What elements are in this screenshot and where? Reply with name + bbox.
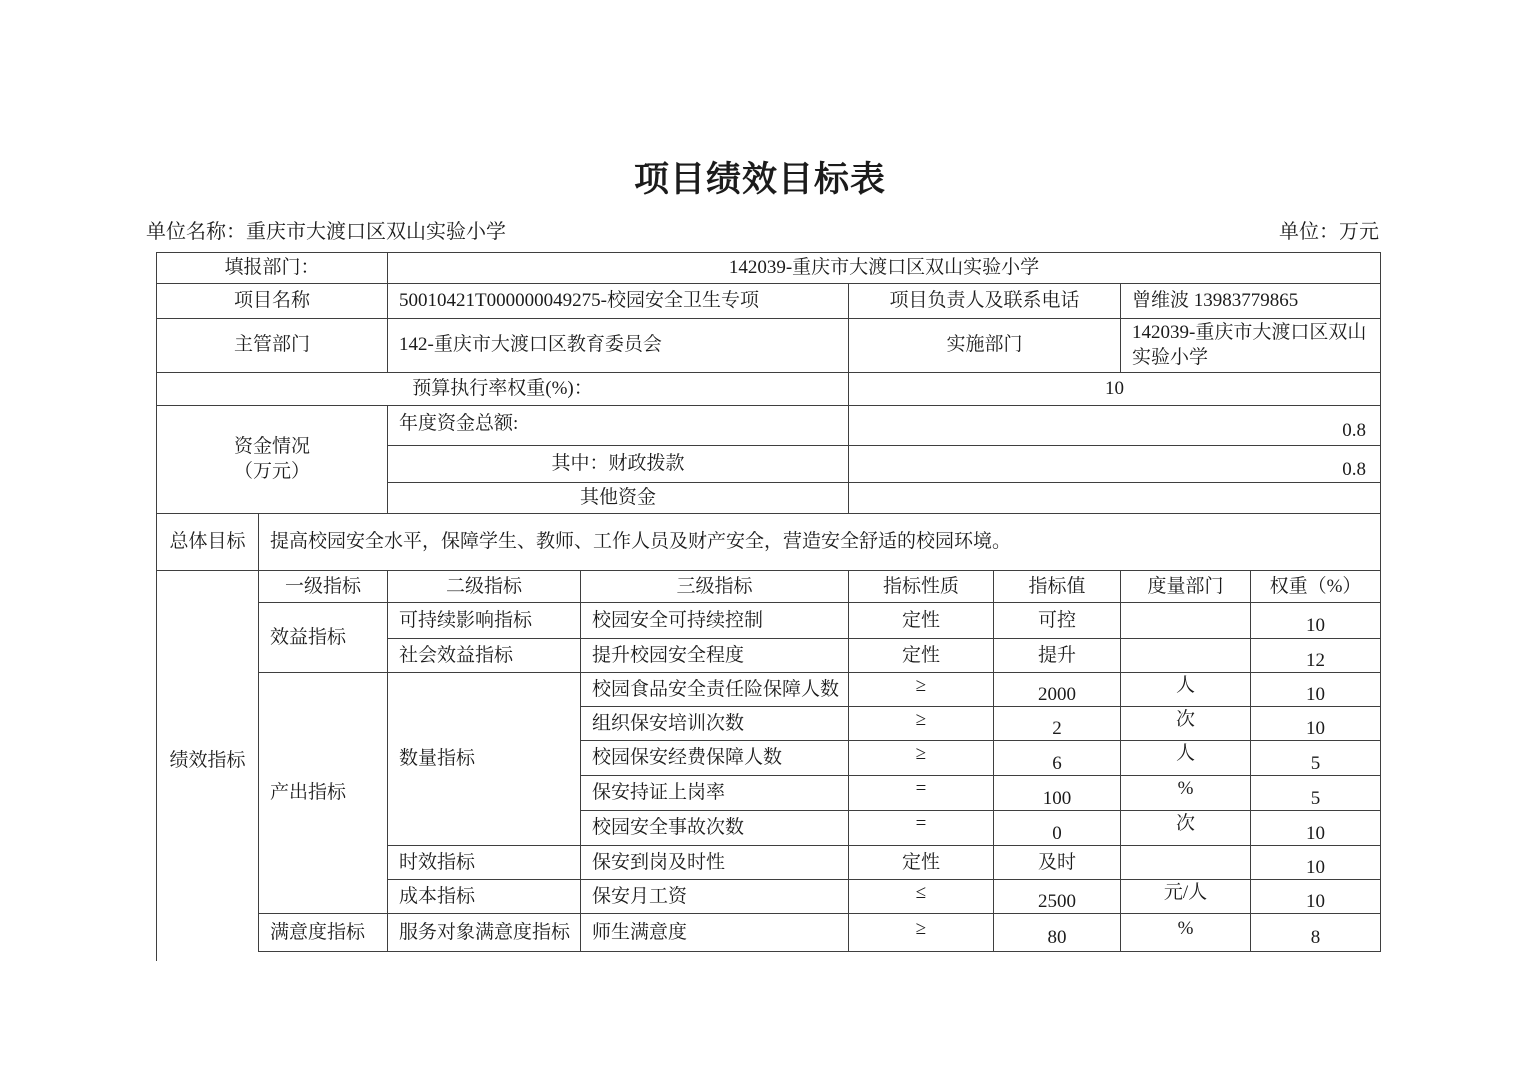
- indicator-header-row: [157, 571, 1381, 603]
- indicator-l2: 服务对象满意度指标: [388, 914, 581, 952]
- indicator-unit: 人: [1121, 673, 1251, 707]
- indicator-weight: 10: [1251, 603, 1381, 639]
- page-continuation-border: [156, 952, 157, 961]
- funds-section-label: [157, 406, 388, 514]
- indicator-value: 80: [994, 914, 1121, 952]
- indicator-nature: =: [849, 776, 994, 811]
- indicator-weight: 10: [1251, 811, 1381, 846]
- indicator-nature: 定性: [849, 603, 994, 639]
- indicator-l3: 提升校园安全程度: [581, 639, 849, 673]
- indicator-l1: 满意度指标: [259, 914, 388, 952]
- header-level2: 二级指标: [388, 571, 581, 603]
- table-row: [157, 373, 1381, 406]
- indicator-l2: 可持续影响指标: [388, 603, 581, 639]
- table-wrapper: [156, 252, 1381, 961]
- page-title: 项目绩效目标表: [633, 160, 886, 199]
- other-funds-label: 其他资金: [388, 483, 849, 514]
- funds-label-line1: 资金情况: [234, 436, 311, 458]
- filing-dept-value: 142039-重庆市大渡口区双山实验小学: [388, 253, 1381, 284]
- indicator-nature: ≥: [849, 673, 994, 707]
- indicator-nature: 定性: [849, 639, 994, 673]
- indicator-value: 0: [994, 811, 1121, 846]
- overall-goal-value: 提高校园安全水平，保障学生、教师、工作人员及财产安全，营造安全舒适的校园环境。: [259, 514, 1381, 571]
- indicator-weight: 5: [1251, 776, 1381, 811]
- indicator-row: [157, 603, 1381, 639]
- indicator-l3: 保安月工资: [581, 880, 849, 914]
- indicator-l3: 校园保安经费保障人数: [581, 741, 849, 776]
- indicator-weight: 10: [1251, 880, 1381, 914]
- table-row: [157, 284, 1381, 319]
- budget-rate-value: 10: [849, 373, 1381, 406]
- performance-indicator-section-label: 绩效指标: [157, 571, 259, 952]
- indicator-nature: =: [849, 811, 994, 846]
- indicator-value: 2000: [994, 673, 1121, 707]
- indicator-weight: 10: [1251, 707, 1381, 741]
- funds-label-line2: （万元）: [234, 460, 311, 482]
- indicator-nature: ≥: [849, 914, 994, 952]
- indicator-value: 2: [994, 707, 1121, 741]
- indicator-weight: 10: [1251, 673, 1381, 707]
- project-name-label: 项目名称: [157, 284, 388, 319]
- indicator-l2: 时效指标: [388, 846, 581, 880]
- indicator-l3: 校园食品安全责任险保障人数: [581, 673, 849, 707]
- header-measure-dept: 度量部门: [1121, 571, 1251, 603]
- impl-dept-value: 142039-重庆市大渡口区双山实验小学: [1121, 319, 1381, 373]
- indicator-unit: %: [1121, 914, 1251, 952]
- indicator-l3: 师生满意度: [581, 914, 849, 952]
- indicator-value: 及时: [994, 846, 1121, 880]
- header-level1: 一级指标: [259, 571, 388, 603]
- indicator-l3: 保安到岗及时性: [581, 846, 849, 880]
- table-row: [157, 514, 1381, 571]
- indicator-l2: 成本指标: [388, 880, 581, 914]
- header-weight: 权重（%）: [1251, 571, 1381, 603]
- meta-row: [146, 215, 1379, 244]
- impl-dept-label: 实施部门: [849, 319, 1121, 373]
- indicator-l3: 保安持证上岗率: [581, 776, 849, 811]
- header-value: 指标值: [994, 571, 1121, 603]
- indicator-unit: 元/人: [1121, 880, 1251, 914]
- performance-target-table: [156, 252, 1381, 952]
- table-row: [157, 406, 1381, 446]
- indicator-nature: ≥: [849, 707, 994, 741]
- table-row: [157, 253, 1381, 284]
- indicator-nature: 定性: [849, 846, 994, 880]
- indicator-l2: 数量指标: [388, 673, 581, 846]
- indicator-unit: [1121, 603, 1251, 639]
- header-nature: 指标性质: [849, 571, 994, 603]
- fiscal-allocation-value: 0.8: [849, 446, 1381, 483]
- currency-unit-label: 单位：万元: [1279, 221, 1379, 243]
- indicator-value: 2500: [994, 880, 1121, 914]
- indicator-weight: 10: [1251, 846, 1381, 880]
- budget-rate-label: 预算执行率权重(%)：: [157, 373, 849, 406]
- indicator-value: 6: [994, 741, 1121, 776]
- filing-dept-label: 填报部门：: [157, 253, 388, 284]
- supervisor-value: 142-重庆市大渡口区教育委员会: [388, 319, 849, 373]
- indicator-nature: ≥: [849, 741, 994, 776]
- indicator-weight: 12: [1251, 639, 1381, 673]
- leader-value: 曾维波 13983779865: [1121, 284, 1381, 319]
- leader-label: 项目负责人及联系电话: [849, 284, 1121, 319]
- table-row: [157, 319, 1381, 373]
- indicator-l1: 效益指标: [259, 603, 388, 673]
- annual-total-value: 0.8: [849, 406, 1381, 446]
- header-level3: 三级指标: [581, 571, 849, 603]
- indicator-row: [157, 673, 1381, 707]
- indicator-value: 可控: [994, 603, 1121, 639]
- indicator-unit: [1121, 639, 1251, 673]
- indicator-l3: 校园安全可持续控制: [581, 603, 849, 639]
- project-name-value: 50010421T000000049275-校园安全卫生专项: [388, 284, 849, 319]
- supervisor-label: 主管部门: [157, 319, 388, 373]
- indicator-l2: 社会效益指标: [388, 639, 581, 673]
- indicator-unit: 次: [1121, 707, 1251, 741]
- indicator-unit: [1121, 846, 1251, 880]
- indicator-l3: 组织保安培训次数: [581, 707, 849, 741]
- other-funds-value: [849, 483, 1381, 514]
- overall-goal-label: 总体目标: [157, 514, 259, 571]
- indicator-row: [157, 914, 1381, 952]
- indicator-l1: 产出指标: [259, 673, 388, 914]
- unit-name-label: 单位名称：重庆市大渡口区双山实验小学: [146, 221, 506, 243]
- annual-total-label: 年度资金总额:: [388, 406, 849, 446]
- indicator-l3: 校园安全事故次数: [581, 811, 849, 846]
- indicator-unit: 人: [1121, 741, 1251, 776]
- indicator-value: 100: [994, 776, 1121, 811]
- indicator-unit: %: [1121, 776, 1251, 811]
- indicator-weight: 8: [1251, 914, 1381, 952]
- fiscal-allocation-label: 其中：财政拨款: [388, 446, 849, 483]
- indicator-weight: 5: [1251, 741, 1381, 776]
- indicator-unit: 次: [1121, 811, 1251, 846]
- indicator-nature: ≤: [849, 880, 994, 914]
- indicator-value: 提升: [994, 639, 1121, 673]
